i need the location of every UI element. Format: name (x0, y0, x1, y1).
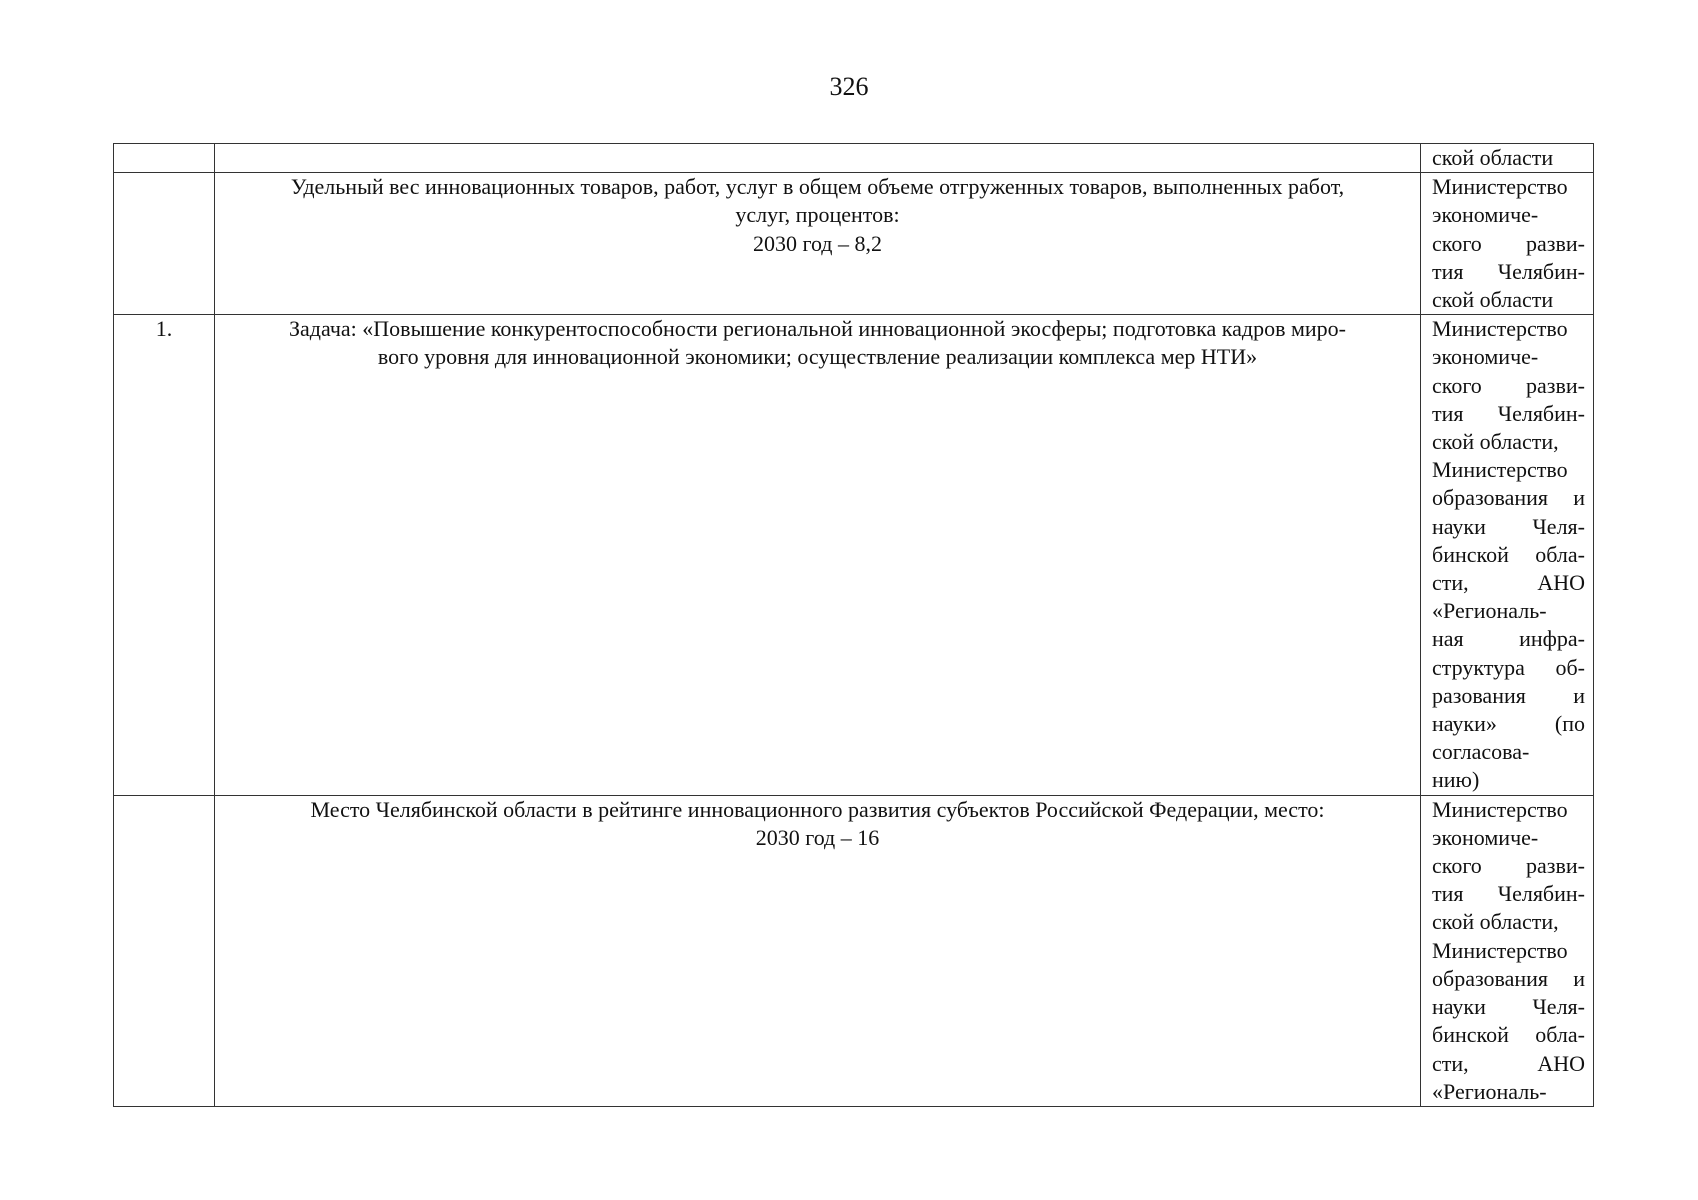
indicator-text-line: 2030 год – 8,2 (752, 230, 883, 256)
responsible-text-line: ской области (1432, 145, 1554, 170)
responsible-text-line: науки» (по (1432, 711, 1585, 737)
responsible-text-line: разования и (1432, 682, 1585, 708)
table-row (114, 315, 1594, 795)
responsible-text-line: экономиче- (1432, 202, 1539, 228)
responsible-cell (1421, 144, 1594, 173)
responsible-text-line: «Региональ- (1432, 598, 1547, 624)
responsible-text-line: экономиче- (1432, 824, 1539, 850)
responsible-text-line: Министерство (1432, 316, 1568, 342)
responsible-text-line: Министерство (1432, 174, 1568, 200)
responsible-text-line: сти, АНО (1432, 1050, 1585, 1076)
responsible-text-line: бинской обла- (1432, 541, 1585, 567)
responsible-text-line: бинской обла- (1432, 1022, 1585, 1048)
responsible-cell (1421, 795, 1594, 1106)
table-row (114, 173, 1594, 315)
indicator-text-line: Задача: «Повышение конкурентоспособности региональной инновационной экосферы; подготовка кадров миро- (288, 316, 1346, 342)
responsible-text-line: тия Челябин- (1432, 400, 1585, 426)
responsible-text-line: нию) (1432, 767, 1480, 793)
responsible-cell (1421, 173, 1594, 315)
responsible-text-line: науки Челя- (1432, 513, 1585, 539)
responsible-text-line: тия Челябин- (1432, 258, 1585, 284)
responsible-text-line: образования и (1432, 965, 1585, 991)
responsible-text-line: «Региональ- (1432, 1078, 1547, 1104)
row-number-cell (114, 173, 215, 315)
responsible-text-line: образования и (1432, 485, 1585, 511)
responsible-text-line: Министерство (1432, 457, 1568, 483)
row-number-cell: 1. (114, 315, 215, 795)
indicators-table (113, 143, 1594, 1107)
page-number: 326 (829, 72, 869, 101)
responsible-cell (1421, 315, 1594, 795)
responsible-text-line: ная инфра- (1432, 626, 1585, 652)
responsible-text-line: согласова- (1432, 739, 1530, 765)
responsible-text-line: ской области (1432, 287, 1554, 313)
responsible-text-line: ской области, (1432, 909, 1559, 935)
row-number-cell (114, 795, 215, 1106)
indicator-text-line: Удельный вес инновационных товаров, работ, услуг в общем объеме отгруженных товаров, выполненных работ, (290, 174, 1345, 200)
indicator-cell (215, 315, 1421, 795)
responsible-text-line: ского разви- (1432, 372, 1585, 398)
responsible-text-line: структура об- (1432, 654, 1585, 680)
indicator-text-line: вого уровня для инновационной экономики; осуществление реализации комплекса мер НТИ» (377, 344, 1258, 370)
responsible-text-line: сти, АНО (1432, 570, 1585, 596)
responsible-text-line: Министерство (1432, 796, 1568, 822)
responsible-text-line: тия Челябин- (1432, 881, 1585, 907)
responsible-text-line: ского разви- (1432, 853, 1585, 879)
responsible-text-line: экономиче- (1432, 344, 1539, 370)
indicator-text-line: 2030 год – 16 (755, 824, 880, 850)
responsible-text-line: науки Челя- (1432, 994, 1585, 1020)
row-number-cell (114, 144, 215, 173)
indicator-cell (215, 795, 1421, 1106)
responsible-text-line: ского разви- (1432, 230, 1585, 256)
table-row (114, 144, 1594, 173)
table-row (114, 795, 1594, 1106)
indicator-cell (215, 144, 1421, 173)
indicator-text-line: услуг, процентов: (735, 202, 900, 228)
indicator-text-line: Место Челябинской области в рейтинге инновационного развития субъектов Российской Федерации, место: (310, 796, 1325, 822)
responsible-text-line: ской области, (1432, 429, 1559, 455)
responsible-text-line: Министерство (1432, 937, 1568, 963)
indicator-cell (215, 173, 1421, 315)
